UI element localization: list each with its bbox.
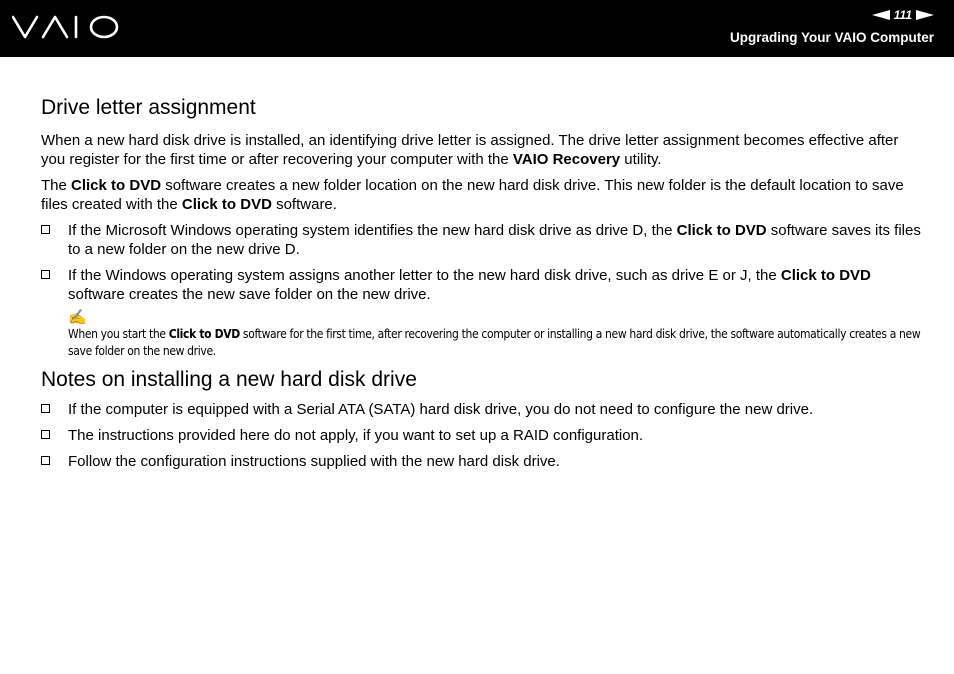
text-run: When you start the	[68, 327, 169, 341]
list-item	[41, 400, 921, 419]
text-run: The	[41, 177, 72, 194]
text-run: software saves its files to a new folder on the new drive D.	[68, 222, 921, 258]
checkbox-bullet-icon	[41, 426, 68, 445]
checkbox-bullet-icon	[41, 266, 68, 304]
list-item-text	[68, 221, 921, 259]
note-text	[68, 326, 921, 360]
checkbox-bullet-icon	[41, 452, 68, 471]
bold-text: Click to DVD	[181, 196, 272, 213]
page-content	[41, 94, 921, 471]
text-run: software.	[271, 196, 337, 213]
section-title: Upgrading Your VAIO Computer	[729, 30, 934, 45]
paragraph-click-to-dvd	[41, 176, 921, 214]
list-item	[41, 426, 921, 445]
text-run: utility.	[620, 151, 662, 168]
bold-text: Click to DVD	[780, 267, 871, 284]
bold-text: Click to DVD	[168, 327, 240, 341]
list-item-text	[68, 266, 921, 304]
heading-drive-letter: Drive letter assignment	[41, 96, 256, 119]
text-run: software for the first time, after recovering the computer or installing a new hard disk drive, the software automatically creates a new save folder on the new drive.	[68, 327, 921, 358]
page-number: 111	[893, 8, 912, 22]
heading-notes-installing: Notes on installing a new hard disk drive	[41, 368, 417, 391]
text-run: If the Windows operating system assigns another letter to the new hard disk drive, such as drive E or J, the	[68, 267, 781, 284]
arrow-left-icon[interactable]	[872, 10, 890, 20]
arrow-right-icon[interactable]	[916, 10, 934, 20]
page-navigation	[872, 8, 934, 22]
pencil-note-icon: ✍	[68, 309, 87, 326]
list-item-text: If the computer is equipped with a Serial ATA (SATA) hard disk drive, you do not need to configure the new drive.	[68, 401, 814, 418]
list-item-text: Follow the configuration instructions supplied with the new hard disk drive.	[68, 453, 560, 470]
bold-text: Click to DVD	[71, 177, 162, 194]
bold-text: VAIO Recovery	[512, 151, 621, 168]
text-run: software creates a new folder location on the new hard disk drive. This new folder is the default location to save files created with the	[41, 177, 904, 213]
bold-text: Click to DVD	[676, 222, 767, 239]
list-item	[41, 266, 921, 304]
text-run: When a new hard disk drive is installed, an identifying drive letter is assigned. The drive letter assignment becomes effective after you register for the first time or after recovering your computer with the	[41, 132, 899, 168]
text-run: software creates the new save folder on the new drive.	[68, 286, 431, 303]
checkbox-bullet-icon	[41, 221, 68, 259]
paragraph-drive-letter	[41, 131, 921, 169]
list-item	[41, 452, 921, 471]
text-run: If the Microsoft Windows operating system identifies the new hard disk drive as drive D, the	[68, 222, 677, 239]
list-item	[41, 221, 921, 259]
checkbox-bullet-icon	[41, 400, 68, 419]
vaio-logo	[12, 14, 120, 40]
note-box	[68, 309, 921, 360]
page-header	[0, 0, 954, 57]
list-item-text: The instructions provided here do not apply, if you want to set up a RAID configuration.	[68, 427, 644, 444]
